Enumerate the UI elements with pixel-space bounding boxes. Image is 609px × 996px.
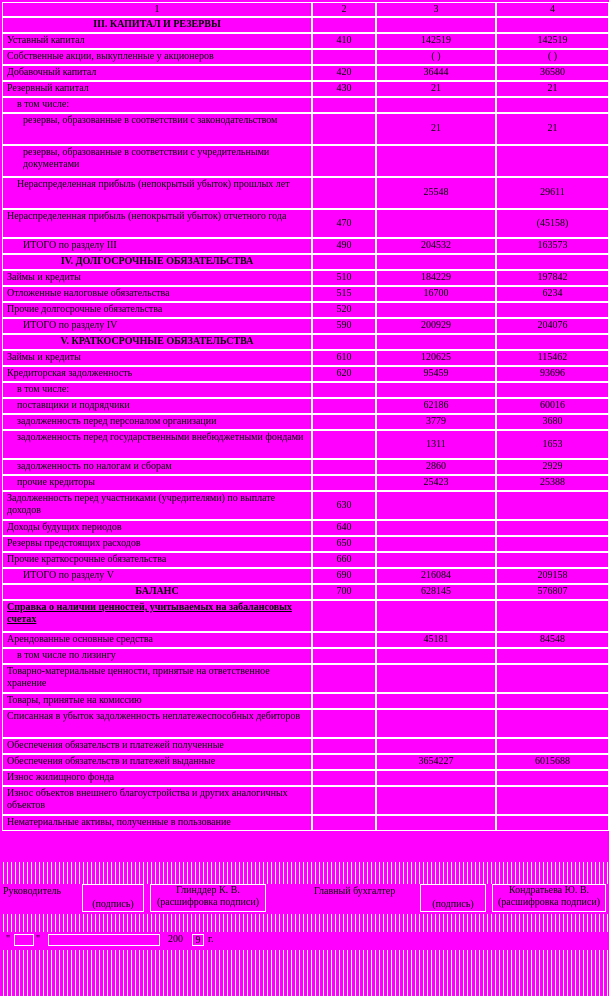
value-start-of-period	[376, 709, 496, 738]
value-end-of-period	[496, 459, 609, 475]
row-code	[312, 49, 376, 65]
section-heading: V. КРАТКОСРОЧНЫЕ ОБЯЗАТЕЛЬСТВА	[2, 334, 312, 350]
value-end-of-period	[496, 414, 609, 430]
value-end-of-period	[496, 664, 609, 693]
head-signature-caption: (подпись)	[92, 899, 134, 910]
value-start-of-period	[376, 430, 496, 459]
row-label: Обеспечения обязательств и платежей полученные	[2, 738, 312, 754]
row-code	[312, 17, 376, 33]
value-end-of-period	[496, 350, 609, 366]
value-start-of-period	[376, 270, 496, 286]
value-end-of-period	[496, 238, 609, 254]
value-start-of-period-text: 16700	[423, 288, 449, 299]
row-code-text: 690	[336, 570, 352, 581]
row-label: Списанная в убыток задолженность неплатежеспособных дебиторов	[2, 709, 312, 738]
value-start-of-period	[376, 648, 496, 664]
value-start-of-period	[376, 815, 496, 831]
row-code	[312, 430, 376, 459]
value-start-of-period	[376, 254, 496, 270]
value-start-of-period	[376, 382, 496, 398]
row-label: Товары, принятые на комиссию	[2, 693, 312, 709]
row-code	[312, 33, 376, 49]
value-end-of-period	[496, 693, 609, 709]
row-code	[312, 693, 376, 709]
value-end-of-period-text: 115462	[537, 352, 568, 363]
row-code	[312, 520, 376, 536]
value-start-of-period	[376, 145, 496, 177]
footer-stripe-top	[0, 862, 609, 884]
row-label: Кредиторская задолженность	[2, 366, 312, 382]
accountant-signature-caption: (подпись)	[432, 899, 474, 910]
value-start-of-period	[376, 770, 496, 786]
head-name-field[interactable]	[150, 884, 266, 912]
value-end-of-period	[496, 318, 609, 334]
row-label: Займы и кредиты	[2, 270, 312, 286]
balance-label: БАЛАНС	[2, 584, 312, 600]
row-code-text: 420	[336, 67, 352, 78]
value-end-of-period	[496, 709, 609, 738]
header-col-2: 2	[312, 2, 376, 17]
value-start-of-period	[376, 238, 496, 254]
row-code	[312, 815, 376, 831]
value-start-of-period	[376, 398, 496, 414]
section-total-label: ИТОГО по разделу III	[2, 238, 312, 254]
value-end-of-period	[496, 286, 609, 302]
value-start-of-period	[376, 491, 496, 520]
header-col-3: 3	[376, 2, 496, 17]
value-end-of-period-text: 60016	[540, 400, 565, 411]
row-code-text: 470	[336, 217, 352, 229]
value-end-of-period	[496, 520, 609, 536]
row-code	[312, 238, 376, 254]
row-code-text: 650	[336, 538, 352, 549]
value-end-of-period	[496, 568, 609, 584]
row-label: прочие кредиторы	[2, 475, 312, 491]
value-end-of-period-text: 142519	[537, 35, 568, 46]
row-code	[312, 552, 376, 568]
row-code	[312, 81, 376, 97]
value-start-of-period	[376, 664, 496, 693]
row-code	[312, 318, 376, 334]
value-end-of-period-text: 6234	[542, 288, 563, 299]
row-code	[312, 738, 376, 754]
header-col-1: 1	[2, 2, 312, 17]
value-start-of-period	[376, 632, 496, 648]
row-label: Справка о наличии ценностей, учитываемых на забалансовых счетах	[2, 600, 312, 632]
value-start-of-period	[376, 302, 496, 318]
value-start-of-period	[376, 350, 496, 366]
row-code-text: 660	[336, 554, 352, 565]
accountant-title: Главный бухгалтер	[314, 886, 418, 898]
row-label: Уставный капитал	[2, 33, 312, 49]
value-start-of-period-text: 3654227	[418, 756, 454, 767]
value-end-of-period-text: 84548	[540, 634, 565, 645]
accountant-name-caption: (расшифровка подписи)	[497, 897, 601, 908]
section-total-label: ИТОГО по разделу V	[2, 568, 312, 584]
row-label: в том числе:	[2, 382, 312, 398]
accountant-signature-field[interactable]	[420, 884, 486, 912]
value-end-of-period-text: 21	[547, 123, 558, 134]
row-label: поставщики и подрядчики	[2, 398, 312, 414]
value-start-of-period	[376, 536, 496, 552]
value-end-of-period	[496, 209, 609, 238]
date-day-field[interactable]	[14, 934, 34, 946]
value-start-of-period	[376, 97, 496, 113]
value-end-of-period	[496, 536, 609, 552]
accountant-name-field[interactable]	[492, 884, 606, 912]
row-code-text: 430	[336, 83, 352, 94]
value-end-of-period	[496, 254, 609, 270]
row-code	[312, 398, 376, 414]
date-month-field[interactable]	[48, 934, 160, 946]
value-end-of-period-text: 36580	[540, 67, 565, 78]
footer-stripe-mid	[0, 914, 609, 932]
row-code	[312, 286, 376, 302]
value-start-of-period-text: 216084	[421, 570, 451, 581]
value-start-of-period	[376, 568, 496, 584]
row-code	[312, 270, 376, 286]
row-label: задолженность перед персоналом организации	[2, 414, 312, 430]
row-code	[312, 632, 376, 648]
row-code-text: 490	[336, 240, 352, 251]
value-end-of-period	[496, 600, 609, 632]
value-start-of-period	[376, 366, 496, 382]
value-start-of-period-text: 36444	[423, 67, 449, 78]
value-end-of-period	[496, 33, 609, 49]
row-label: Нематериальные активы, полученные в пользование	[2, 815, 312, 831]
value-end-of-period	[496, 17, 609, 33]
row-code	[312, 65, 376, 81]
footer-stripe-bottom	[0, 950, 609, 996]
row-label: Прочие долгосрочные обязательства	[2, 302, 312, 318]
row-code	[312, 600, 376, 632]
row-code-text: 640	[336, 522, 352, 533]
row-label: Резервный капитал	[2, 81, 312, 97]
row-code	[312, 113, 376, 145]
row-label: задолженность по налогам и сборам	[2, 459, 312, 475]
value-end-of-period	[496, 786, 609, 815]
value-end-of-period-text: 29611	[540, 187, 565, 198]
value-start-of-period	[376, 459, 496, 475]
value-start-of-period	[376, 552, 496, 568]
value-end-of-period	[496, 366, 609, 382]
row-label: Задолженность перед участниками (учредителями) по выплате доходов	[2, 491, 312, 520]
value-end-of-period	[496, 475, 609, 491]
section-heading: IV. ДОЛГОСРОЧНЫЕ ОБЯЗАТЕЛЬСТВА	[2, 254, 312, 270]
value-end-of-period-text: 21	[547, 83, 558, 94]
value-end-of-period	[496, 754, 609, 770]
value-end-of-period-text: 209158	[537, 570, 568, 581]
row-code	[312, 366, 376, 382]
row-label: Арендованные основные средства	[2, 632, 312, 648]
row-code	[312, 302, 376, 318]
row-code	[312, 664, 376, 693]
value-end-of-period	[496, 430, 609, 459]
value-end-of-period	[496, 584, 609, 600]
section-heading: III. КАПИТАЛ И РЕЗЕРВЫ	[2, 17, 312, 33]
row-code-text: 700	[336, 586, 352, 597]
row-code	[312, 786, 376, 815]
row-label: резервы, образованные в соответствии с учредительными документами	[2, 145, 312, 177]
row-label: Товарно-материальные ценности, принятые на ответственное хранение	[2, 664, 312, 693]
header-col-4: 4	[496, 2, 609, 17]
value-end-of-period-text: 2929	[542, 461, 563, 472]
value-start-of-period	[376, 17, 496, 33]
value-end-of-period-text: ( )	[547, 51, 558, 62]
value-end-of-period	[496, 738, 609, 754]
row-label: Резервы предстоящих расходов	[2, 536, 312, 552]
value-end-of-period-text: 197842	[537, 272, 568, 283]
row-code	[312, 254, 376, 270]
value-start-of-period	[376, 177, 496, 209]
value-start-of-period-text: 62186	[423, 400, 449, 411]
value-end-of-period-text: 1653	[542, 438, 563, 450]
value-end-of-period-text: (45158)	[536, 217, 569, 229]
value-start-of-period	[376, 786, 496, 815]
row-code	[312, 754, 376, 770]
row-code	[312, 475, 376, 491]
row-label: Доходы будущих периодов	[2, 520, 312, 536]
row-code-text: 515	[336, 288, 352, 299]
value-end-of-period	[496, 49, 609, 65]
date-quote-open: "	[6, 934, 14, 946]
row-code	[312, 414, 376, 430]
row-label: Прочие краткосрочные обязательства	[2, 552, 312, 568]
value-start-of-period-text: 1311	[426, 438, 446, 450]
row-code	[312, 334, 376, 350]
head-name: Глинддер К. В.	[176, 885, 240, 896]
value-start-of-period	[376, 475, 496, 491]
row-label: Износ жилищного фонда	[2, 770, 312, 786]
value-end-of-period	[496, 648, 609, 664]
value-start-of-period-text: 628145	[421, 586, 451, 597]
value-end-of-period-text: 93696	[540, 368, 565, 379]
value-end-of-period	[496, 398, 609, 414]
value-start-of-period-text: 45181	[423, 634, 449, 645]
row-code-text: 590	[336, 320, 352, 331]
row-label: Собственные акции, выкупленные у акционеров	[2, 49, 312, 65]
row-code	[312, 536, 376, 552]
value-end-of-period-text: 163573	[537, 240, 568, 251]
row-code	[312, 97, 376, 113]
row-code-text: 510	[336, 272, 352, 283]
row-label: Займы и кредиты	[2, 350, 312, 366]
row-code	[312, 491, 376, 520]
value-start-of-period	[376, 738, 496, 754]
row-code	[312, 177, 376, 209]
row-code	[312, 568, 376, 584]
value-start-of-period	[376, 334, 496, 350]
value-start-of-period	[376, 600, 496, 632]
value-start-of-period-text: 3779	[426, 416, 446, 427]
row-code-text: 520	[336, 304, 352, 315]
value-end-of-period	[496, 491, 609, 520]
value-start-of-period	[376, 318, 496, 334]
value-start-of-period	[376, 584, 496, 600]
value-start-of-period-text: ( )	[431, 51, 441, 62]
value-end-of-period	[496, 552, 609, 568]
head-name-caption: (расшифровка подписи)	[156, 897, 260, 908]
value-start-of-period	[376, 33, 496, 49]
row-code	[312, 145, 376, 177]
row-label: Обеспечения обязательств и платежей выданные	[2, 754, 312, 770]
value-start-of-period	[376, 520, 496, 536]
value-start-of-period-text: 120625	[421, 352, 451, 363]
row-label: резервы, образованные в соответствии с законодательством	[2, 113, 312, 145]
value-end-of-period	[496, 632, 609, 648]
value-start-of-period-text: 142519	[421, 35, 451, 46]
value-start-of-period	[376, 113, 496, 145]
value-start-of-period	[376, 414, 496, 430]
value-end-of-period	[496, 334, 609, 350]
row-label: в том числе:	[2, 97, 312, 113]
value-end-of-period	[496, 815, 609, 831]
value-end-of-period	[496, 177, 609, 209]
value-end-of-period-text: 6015688	[535, 756, 570, 767]
section-total-label: ИТОГО по разделу IV	[2, 318, 312, 334]
value-start-of-period-text: 21	[431, 123, 441, 134]
date-year-digit[interactable]: 9	[192, 934, 204, 946]
value-start-of-period	[376, 65, 496, 81]
value-end-of-period	[496, 770, 609, 786]
value-end-of-period	[496, 65, 609, 81]
row-code	[312, 459, 376, 475]
value-start-of-period	[376, 754, 496, 770]
date-year-prefix: 200	[168, 934, 190, 946]
row-label: задолженность перед государственными внебюджетными фондами	[2, 430, 312, 459]
value-start-of-period-text: 21	[431, 83, 441, 94]
accountant-name: Кондратьева Ю. В.	[508, 885, 590, 896]
value-start-of-period-text: 25548	[423, 187, 449, 198]
row-code-text: 610	[336, 352, 352, 363]
value-start-of-period-text: 2860	[426, 461, 446, 472]
value-start-of-period	[376, 286, 496, 302]
row-code	[312, 350, 376, 366]
row-code	[312, 382, 376, 398]
value-start-of-period	[376, 693, 496, 709]
value-start-of-period-text: 204532	[421, 240, 451, 251]
row-code-text: 410	[336, 35, 352, 46]
value-start-of-period	[376, 49, 496, 65]
value-end-of-period	[496, 113, 609, 145]
value-end-of-period-text: 576807	[537, 586, 568, 597]
row-label: Износ объектов внешнего благоустройства и других аналогичных объектов	[2, 786, 312, 815]
row-code	[312, 709, 376, 738]
value-end-of-period	[496, 270, 609, 286]
row-code	[312, 648, 376, 664]
value-start-of-period-text: 25423	[423, 477, 449, 488]
row-code	[312, 584, 376, 600]
value-end-of-period-text: 3680	[542, 416, 563, 427]
date-quote-close: "	[36, 934, 44, 946]
head-signature-field[interactable]	[82, 884, 144, 912]
head-title: Руководитель	[3, 886, 79, 898]
value-end-of-period	[496, 97, 609, 113]
value-end-of-period	[496, 145, 609, 177]
value-end-of-period	[496, 81, 609, 97]
date-suffix: г.	[208, 934, 222, 946]
row-label: Отложенные налоговые обязательства	[2, 286, 312, 302]
value-end-of-period-text: 25388	[540, 477, 565, 488]
value-start-of-period	[376, 81, 496, 97]
value-start-of-period-text: 200929	[421, 320, 451, 331]
row-label: Нераспределенная прибыль (непокрытый убыток) отчетного года	[2, 209, 312, 238]
value-start-of-period-text: 95459	[423, 368, 449, 379]
row-label: Нераспределенная прибыль (непокрытый убыток) прошлых лет	[2, 177, 312, 209]
row-label: в том числе по лизингу	[2, 648, 312, 664]
row-code	[312, 209, 376, 238]
value-end-of-period-text: 204076	[537, 320, 568, 331]
row-label: Добавочный капитал	[2, 65, 312, 81]
row-code	[312, 770, 376, 786]
value-end-of-period	[496, 382, 609, 398]
row-code-text: 630	[336, 499, 352, 511]
value-end-of-period	[496, 302, 609, 318]
value-start-of-period-text: 184229	[421, 272, 451, 283]
value-start-of-period	[376, 209, 496, 238]
row-code-text: 620	[336, 368, 352, 379]
